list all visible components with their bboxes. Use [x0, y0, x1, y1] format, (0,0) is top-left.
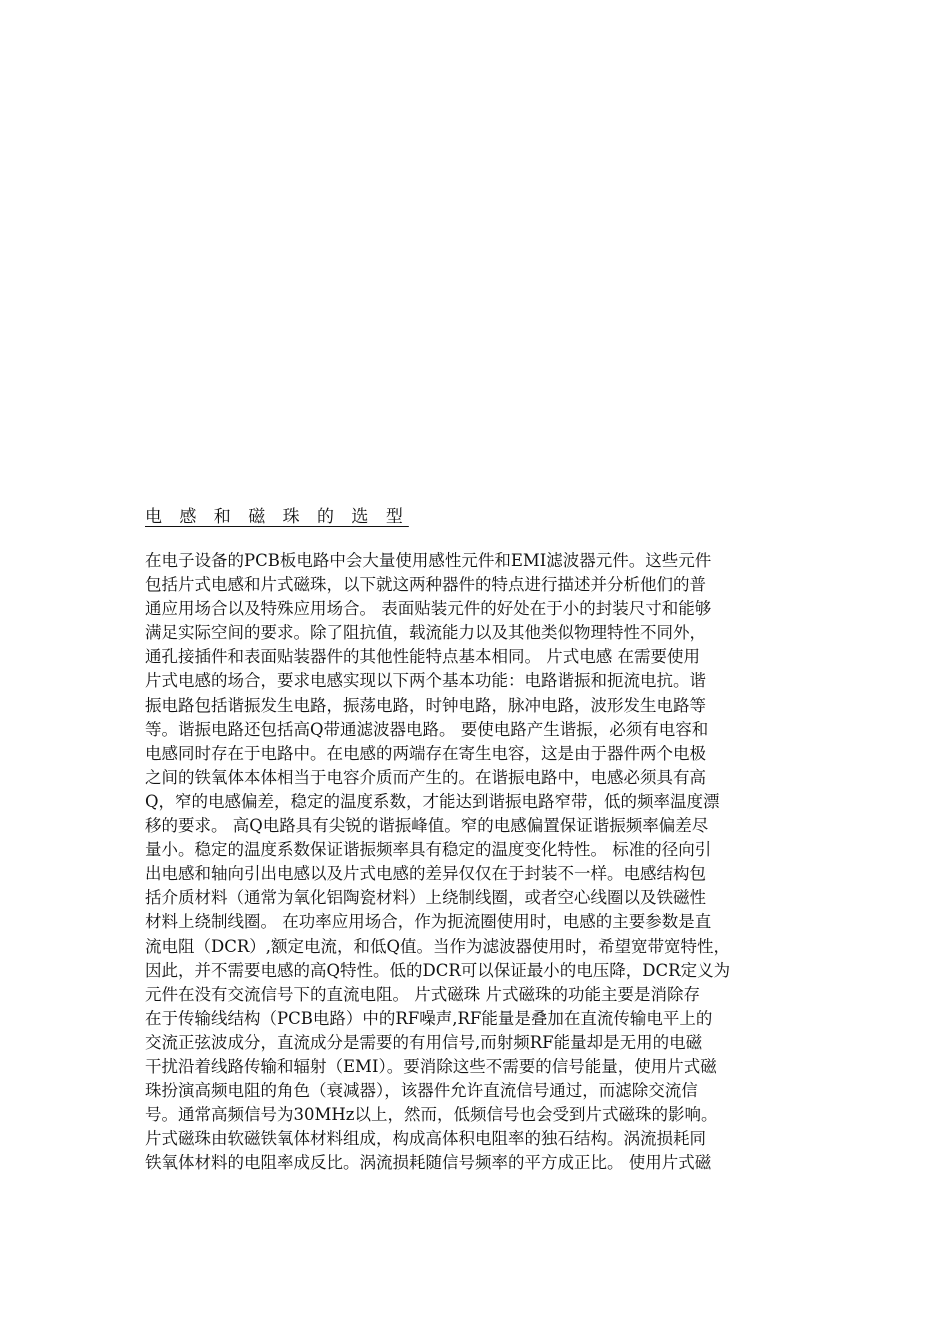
document-title: 电 感 和 磁 珠 的 选 型 — [145, 507, 409, 527]
body-line: 电感同时存在于电路中。在电感的两端存在寄生电容，这是由于器件两个电极 — [145, 743, 706, 763]
body-line: 通应用场合以及特殊应用场合。 表面贴装元件的好处在于小的封装尺寸和能够 — [145, 599, 712, 619]
body-line: 干扰沿着线路传输和辐射（EMI）。要消除这些不需要的信号能量，使用片式磁 — [145, 1056, 717, 1076]
body-line: 铁氧体材料的电阻率成反比。涡流损耗随信号频率的平方成正比。 使用片式磁 — [145, 1153, 712, 1173]
body-line: 因此，并不需要电感的高Q特性。低的DCR可以保证最小的电压降，DCR定义为 — [145, 960, 731, 980]
body-line: 通孔接插件和表面贴装器件的其他性能特点基本相同。 片式电感 在需要使用 — [145, 647, 700, 667]
body-line: 等。谐振电路还包括高Q带通滤波器电路。 要使电路产生谐振，必须有电容和 — [145, 719, 709, 739]
body-line: 振电路包括谐振发生电路，振荡电路，时钟电路，脉冲电路，波形发生电路等 — [145, 695, 706, 715]
body-line: 在于传输线结构（PCB电路）中的RF噪声,RF能量是叠加在直流传输电平上的 — [145, 1008, 713, 1028]
body-line: 满足实际空间的要求。除了阻抗值，载流能力以及其他类似物理特性不同外， — [145, 623, 706, 643]
body-line: 片式电感的场合，要求电感实现以下两个基本功能：电路谐振和扼流电抗。谐 — [145, 671, 706, 691]
body-line: 交流正弦波成分，直流成分是需要的有用信号,而射频RF能量却是无用的电磁 — [145, 1032, 703, 1052]
body-line: 在电子设备的PCB板电路中会大量使用感性元件和EMI滤波器元件。这些元件 — [145, 551, 712, 570]
body-line: Q，窄的电感偏差，稳定的温度系数，才能达到谐振电路窄带，低的频率温度漂 — [145, 791, 720, 811]
body-line: 珠扮演高频电阻的角色（衰减器），该器件允许直流信号通过，而滤除交流信 — [145, 1081, 698, 1101]
body-line: 号。通常高频信号为30MHz以上，然而，低频信号也会受到片式磁珠的影响。 — [145, 1105, 718, 1125]
body-line: 片式磁珠由软磁铁氧体材料组成，构成高体积电阻率的独石结构。涡流损耗同 — [145, 1129, 706, 1149]
document-body — [145, 549, 815, 1175]
body-line: 元件在没有交流信号下的直流电阻。 片式磁珠 片式磁珠的功能主要是消除存 — [145, 984, 700, 1004]
body-line: 之间的铁氧体本体相当于电容介质而产生的。在谐振电路中，电感必须具有高 — [145, 767, 706, 787]
body-line: 括介质材料（通常为氧化铝陶瓷材料）上绕制线圈，或者空心线圈以及铁磁性 — [145, 888, 706, 908]
body-line: 材料上绕制线圈。 在功率应用场合，作为扼流圈使用时，电感的主要参数是直 — [145, 912, 712, 932]
body-line: 出电感和轴向引出电感以及片式电感的差异仅仅在于封装不一样。电感结构包 — [145, 864, 706, 884]
body-line: 包括片式电感和片式磁珠，以下就这两种器件的特点进行描述并分析他们的普 — [145, 575, 706, 595]
body-line: 流电阻（DCR）,额定电流，和低Q值。当作为滤波器使用时，希望宽带宽特性， — [145, 936, 731, 956]
body-line: 移的要求。 高Q电路具有尖锐的谐振峰值。窄的电感偏置保证谐振频率偏差尽 — [145, 816, 709, 836]
body-line: 量小。稳定的温度系数保证谐振频率具有稳定的温度变化特性。 标准的径向引 — [145, 840, 712, 860]
